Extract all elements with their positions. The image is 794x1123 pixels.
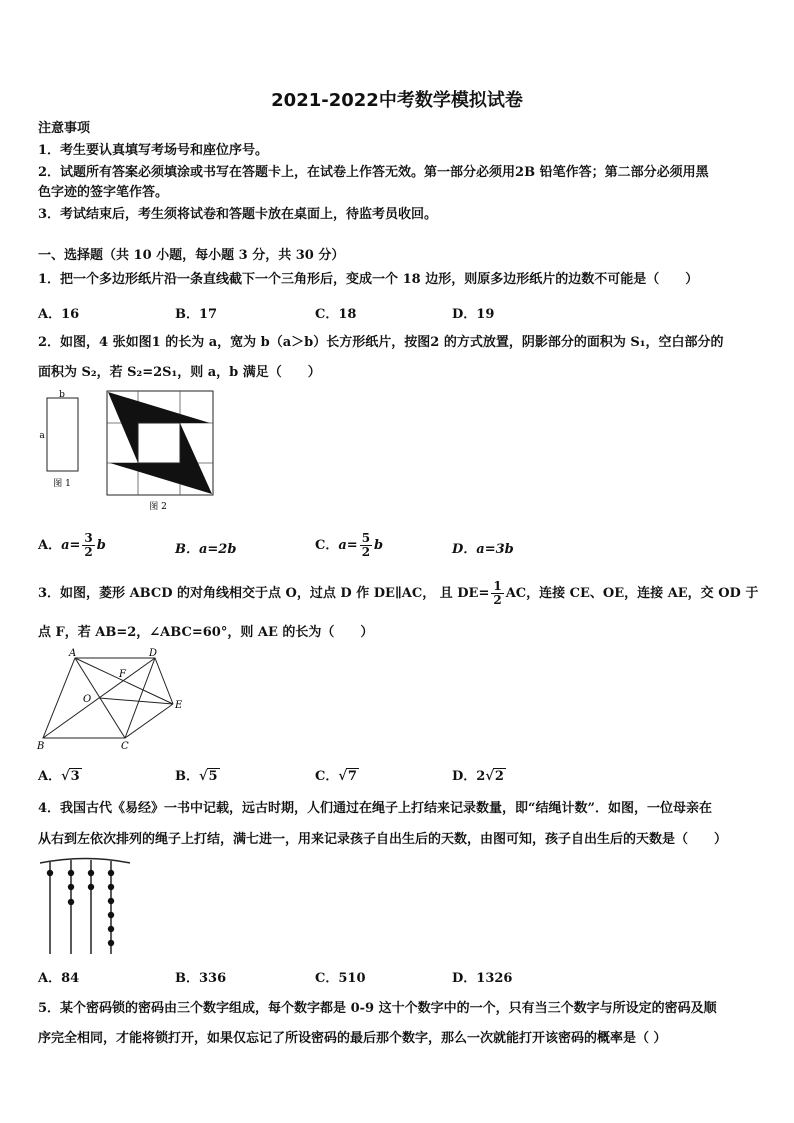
question-3-line-2: 点 F，若 AB=2，∠ABC=60°，则 AE 的长为（ ） — [38, 625, 374, 640]
q1-option-b: B．17 — [175, 307, 218, 322]
q3-option-b — [175, 765, 220, 784]
point-A: A — [69, 648, 77, 659]
knot — [108, 870, 114, 876]
q3-frac-denominator: 2 — [493, 593, 502, 607]
q3-option-d — [452, 765, 506, 784]
question-5-line-1: 5．某个密码锁的密码由三个数字组成，每个数字都是 0-9 这十个数字中的一个，只有当三个数字与所设定的密码及顺 — [38, 1001, 717, 1016]
q3-d-prefix: D． — [452, 769, 477, 784]
question-2-line-1: 2．如图，4 张如图1 的长为 a，宽为 b（a＞b）长方形纸片，按图2 的方式放置，阴影部分的面积为 S₁，空白部分的 — [38, 335, 724, 350]
figure-2-caption: 图 2 — [149, 502, 167, 512]
q2-c-prefix: C． — [315, 538, 339, 553]
figure-2 — [107, 391, 213, 512]
q2-a-fraction — [82, 532, 94, 559]
question-1-text: 1．把一个多边形纸片沿一条直线截下一个三角形后，变成一个 18 边形，则原多边形纸片的边数不可能是（ ） — [38, 272, 699, 287]
q3-d-radicand: 2 — [494, 769, 504, 784]
q1-option-c: C．18 — [315, 307, 357, 322]
q3-b-prefix: B． — [175, 769, 199, 784]
q4-option-d: D．1326 — [452, 971, 513, 986]
q2-c-denominator: 2 — [361, 545, 371, 559]
page-title: 2021-2022中考数学模拟试卷 — [271, 90, 523, 111]
q4-option-a: A．84 — [38, 971, 80, 986]
point-E: E — [175, 700, 183, 711]
point-D: D — [149, 648, 158, 659]
q3-option-c — [315, 765, 359, 784]
q2-option-a — [38, 532, 106, 559]
section-heading: 一、选择题（共 10 小题，每小题 3 分，共 30 分） — [38, 248, 345, 263]
q2-c-fraction — [360, 532, 372, 559]
q3-c-prefix: C． — [315, 769, 339, 784]
point-C: C — [121, 741, 129, 752]
label-b: b — [59, 390, 65, 400]
q3-option-a — [38, 765, 82, 784]
question-3-line-1 — [38, 580, 758, 607]
q4-option-c: C．510 — [315, 971, 366, 986]
q3-a-prefix: A． — [38, 769, 62, 784]
knot — [108, 912, 114, 918]
q2-a-var: a= — [61, 538, 81, 553]
q3-d-coefficient: 2 — [476, 769, 486, 784]
q4-option-b: B．336 — [175, 971, 227, 986]
point-O: O — [83, 694, 92, 705]
q2-a-numerator: 3 — [84, 531, 93, 545]
note-2-line-2: 色字迹的签字笔作答。 — [38, 185, 169, 200]
sqrt-icon: √ — [485, 769, 494, 784]
note-1: 1．考生要认真填写考场号和座位序号。 — [38, 143, 269, 158]
q3-a-radicand: 3 — [70, 769, 80, 784]
knot — [47, 870, 53, 876]
q3-rhombus-figure — [35, 646, 185, 754]
knot — [108, 940, 114, 946]
q2-option-d: D．a=3b — [452, 542, 514, 557]
question-2-line-2: 面积为 S₂，若 S₂=2S₁，则 a，b 满足（ ） — [38, 365, 321, 380]
q2-c-numerator: 5 — [361, 531, 371, 545]
q2-a-prefix: A． — [38, 538, 62, 553]
question-5-line-2: 序完全相同，才能将锁打开，如果仅忘记了所设密码的最后那个数字，那么一次就能打开该密码的概率是（ ） — [38, 1031, 667, 1046]
knot — [108, 884, 114, 890]
knot — [108, 898, 114, 904]
q3-line1-pre: 3．如图，菱形 ABCD 的对角线相交于点 O，过点 D 作 DE∥AC， 且 DE= — [38, 586, 490, 601]
q3-frac-numerator: 1 — [493, 579, 502, 593]
q3-line1-post: AC，连接 CE、OE，连接 AE，交 OD 于 — [505, 586, 759, 601]
knot — [88, 870, 94, 876]
question-4-line-1: 4．我国古代《易经》一书中记载，远古时期，人们通过在绳子上打结来记录数量，即“结绳计数”．如图，一位母亲在 — [38, 801, 713, 816]
sqrt-icon: √ — [61, 769, 70, 784]
label-a: a — [39, 431, 45, 441]
q2-c-b: b — [374, 538, 384, 553]
q3-c-radicand: 7 — [347, 769, 357, 784]
q2-option-b: B．a=2b — [175, 542, 237, 557]
q1-option-d: D．19 — [452, 307, 495, 322]
sqrt-icon: √ — [338, 769, 347, 784]
note-3: 3．考试结束后，考生须将试卷和答题卡放在桌面上，待监考员收回。 — [38, 207, 438, 222]
q2-option-c — [315, 532, 383, 559]
q3-b-radicand: 5 — [208, 769, 218, 784]
note-2-line-1: 2．试题所有答案必须填涂或书写在答题卡上，在试卷上作答无效。第一部分必须用2B 铅笔作答；第二部分必须用黑 — [38, 165, 709, 180]
figure-1 — [39, 390, 78, 489]
sqrt-icon: √ — [199, 769, 208, 784]
q4-knot-cords-figure — [38, 856, 138, 958]
figure-1-caption: 图 1 — [53, 479, 71, 489]
q2-a-b: b — [96, 538, 106, 553]
point-B: B — [37, 741, 45, 752]
knot — [68, 884, 74, 890]
knot — [68, 870, 74, 876]
q2-figures — [38, 388, 223, 513]
knot — [68, 899, 74, 905]
knot — [88, 884, 94, 890]
q1-option-a: A．16 — [38, 307, 80, 322]
notes-heading: 注意事项 — [38, 121, 91, 136]
q2-a-denominator: 2 — [84, 545, 93, 559]
point-F: F — [119, 669, 126, 680]
knot — [108, 926, 114, 932]
question-4-line-2: 从右到左依次排列的绳子上打结，满七进一，用来记录孩子自出生后的天数，由图可知，孩子自出生后的天数是（ ） — [38, 832, 728, 847]
q2-c-var: a= — [338, 538, 358, 553]
q3-fraction — [491, 580, 503, 607]
